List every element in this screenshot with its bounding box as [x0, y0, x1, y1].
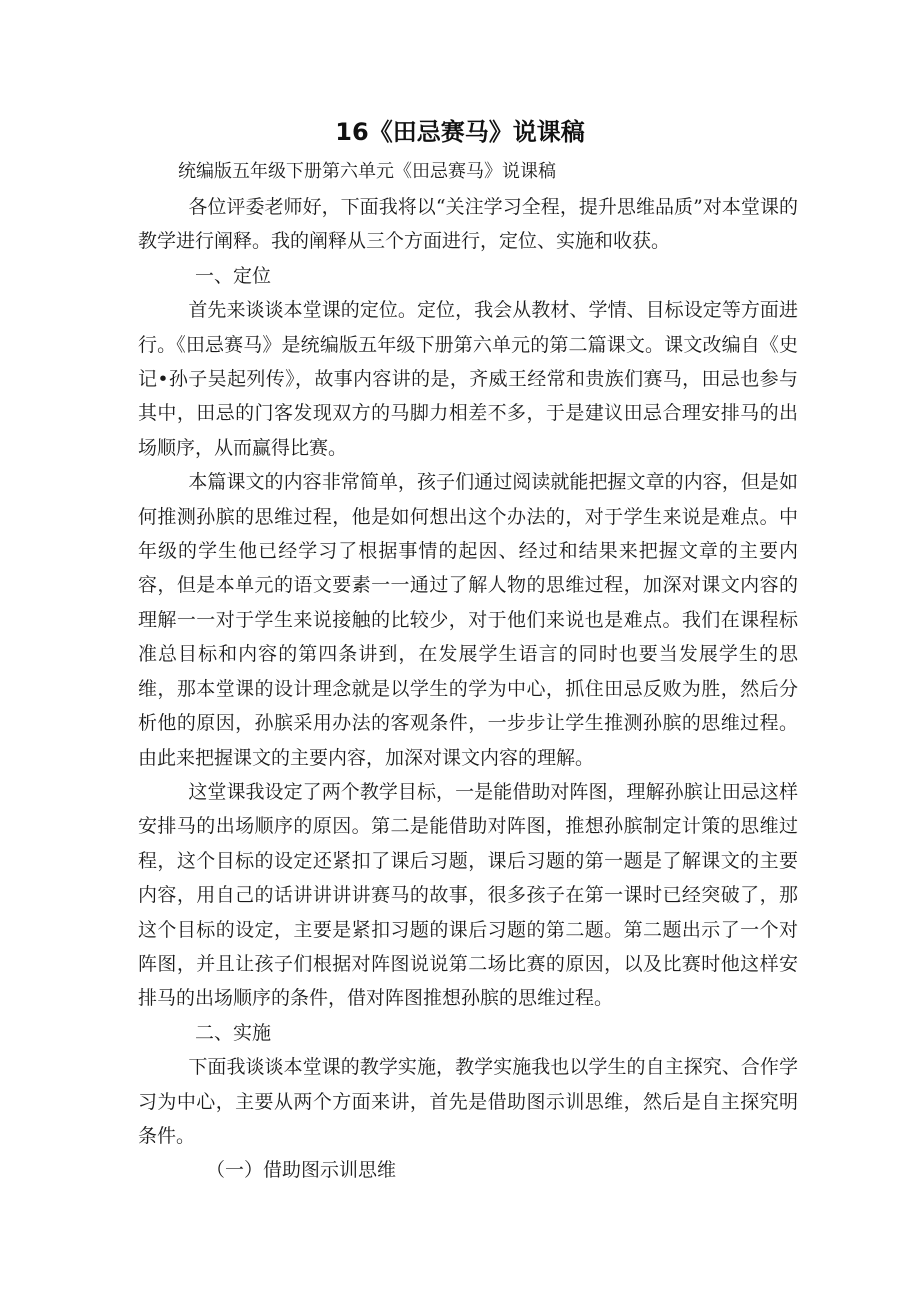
- positioning-paragraph-1: 首先来谈谈本堂课的定位。定位，我会从教材、学情、目标设定等方面进行。《田忌赛马》是统编版五年级下册第六单元的第二篇课文。课文改编自《史记•孙子吴起列传》，故事内容讲的是，齐威王经常和贵族们赛马，田忌也参与其中，田忌的门客发现双方的马脚力相差不多，于是建议田忌合理安排马的出场顺序，从而赢得比赛。: [138, 299, 798, 459]
- document-subtitle: 统编版五年级下册第六单元《田忌赛马》说课稿: [178, 161, 556, 182]
- subsection-heading-diagram-thinking: （一）借助图示训思维: [206, 1159, 397, 1182]
- document-body: [138, 190, 798, 1188]
- document-title: 16《田忌赛马》说课稿: [335, 118, 585, 146]
- intro-paragraph: 各位评委老师好，下面我将以“关注学习全程，提升思维品质”对本堂课的教学进行阐释。我的阐释从三个方面进行，定位、实施和收获。: [138, 196, 798, 253]
- implementation-paragraph-1: 下面我谈谈本堂课的教学实施，教学实施我也以学生的自主探究、合作学习为中心，主要从两个方面来讲，首先是借助图示训思维，然后是自主探究明条件。: [138, 1056, 798, 1147]
- section-heading-positioning: 一、定位: [195, 264, 272, 287]
- positioning-paragraph-2: 本篇课文的内容非常简单，孩子们通过阅读就能把握文章的内容，但是如何推测孙膑的思维过程，他是如何想出这个办法的，对于学生来说是难点。中年级的学生他已经学习了根据事情的起因、经过和结果来把握文章的主要内容，但是本单元的语文要素一一通过了解人物的思维过程，加深对课文内容的理解一一对于学生来说接触的比较少，对于他们来说也是难点。我们在课程标准总目标和内容的第四条讲到，在发展学生语言的同时也要当发展学生的思维，那本堂课的设计理念就是以学生的学为中心，抓住田忌反败为胜，然后分析他的原因，孙膑采用办法的客观条件，一步步让学生推测孙膑的思维过程。由此来把握课文的主要内容，加深对课文内容的理解。: [138, 471, 798, 769]
- positioning-paragraph-3: 这堂课我设定了两个教学目标，一是能借助对阵图，理解孙膑让田忌这样安排马的出场顺序的原因。第二是能借助对阵图，推想孙膑制定计策的思维过程，这个目标的设定还紧扣了课后习题，课后习题的第一题是了解课文的主要内容，用自己的话讲讲讲讲赛马的故事，很多孩子在第一课时已经突破了，那这个目标的设定，主要是紧扣习题的课后习题的第二题。第二题出示了一个对阵图，并且让孩子们根据对阵图说说第二场比赛的原因，以及比赛时他这样安排马的出场顺序的条件，借对阵图推想孙膑的思维过程。: [138, 780, 798, 1010]
- section-heading-implementation: 二、实施: [195, 1021, 272, 1044]
